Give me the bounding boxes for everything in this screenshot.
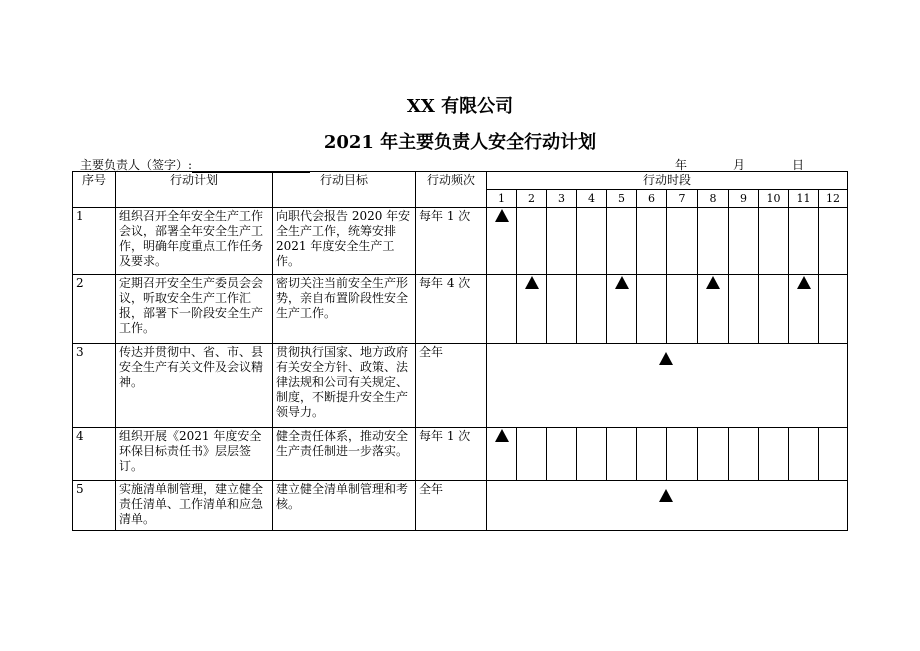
period-cell-month-11 (789, 208, 819, 275)
row-number: 4 (73, 428, 116, 481)
period-cell-month-7 (667, 208, 698, 275)
header-goal: 行动目标 (273, 172, 416, 208)
document-title: 2021 年主要负责人安全行动计划 (323, 132, 597, 153)
month-header: 10 (759, 190, 789, 208)
row-plan: 组织召开全年安全生产工作会议，部署全年安全生产工作，明确年度重点工作任务及要求。 (116, 208, 273, 275)
period-cell-month-9 (729, 428, 759, 481)
row-number: 3 (73, 344, 116, 428)
month-header: 11 (789, 190, 819, 208)
triangle-marker-icon (659, 489, 673, 502)
period-cell-month-2 (517, 208, 547, 275)
row-goal: 健全责任体系，推动安全生产责任制进一步落实。 (273, 428, 416, 481)
period-cell-month-11 (789, 428, 819, 481)
month-header: 2 (517, 190, 547, 208)
header-plan: 行动计划 (116, 172, 273, 208)
period-cell-month-6 (637, 428, 667, 481)
header-frequency: 行动频次 (416, 172, 487, 208)
period-cell-month-3 (547, 208, 577, 275)
period-cell-month-12 (819, 428, 848, 481)
period-cell-month-4 (577, 428, 607, 481)
period-cell-month-9 (729, 275, 759, 344)
period-cell-month-1 (487, 428, 517, 481)
period-cell-month-2 (517, 428, 547, 481)
header-no: 序号 (73, 172, 116, 208)
triangle-marker-icon (797, 276, 811, 289)
period-cell-month-6 (637, 275, 667, 344)
header-period: 行动时段 (487, 172, 848, 190)
triangle-marker-icon (615, 276, 629, 289)
month-header: 1 (487, 190, 517, 208)
period-cell-month-5 (607, 208, 637, 275)
triangle-marker-icon (495, 429, 509, 442)
month-header: 8 (698, 190, 729, 208)
year-label: 年 (675, 158, 688, 172)
period-cell-month-12 (819, 275, 848, 344)
plan-row (73, 428, 848, 481)
month-header: 3 (547, 190, 577, 208)
plan-row (73, 481, 848, 531)
plan-row (73, 275, 848, 344)
period-cell-month-10 (759, 275, 789, 344)
row-frequency: 每年 4 次 (416, 275, 487, 344)
period-cell-month-4 (577, 275, 607, 344)
triangle-marker-icon (495, 209, 509, 222)
period-cell-month-9 (729, 208, 759, 275)
month-label: 月 (733, 158, 746, 172)
period-cell-month-1 (487, 275, 517, 344)
row-goal: 贯彻执行国家、地方政府有关安全方针、政策、法律法规和公司有关规定、制度，不断提升安全生产领导力。 (273, 344, 416, 428)
row-plan: 组织开展《2021 年度安全环保目标责任书》层层签订。 (116, 428, 273, 481)
period-cell-month-12 (819, 208, 848, 275)
period-cell-month-8 (698, 428, 729, 481)
period-cell-month-8 (698, 275, 729, 344)
month-header: 12 (819, 190, 848, 208)
plan-row (73, 344, 848, 428)
row-goal: 密切关注当前安全生产形势，亲自布置阶段性安全生产工作。 (273, 275, 416, 344)
period-cell-month-3 (547, 275, 577, 344)
period-cell-month-7 (667, 428, 698, 481)
period-cell-month-7 (667, 275, 698, 344)
row-plan: 实施清单制管理，建立健全责任清单、工作清单和应急清单。 (116, 481, 273, 531)
period-cell-month-10 (759, 428, 789, 481)
row-frequency: 全年 (416, 344, 487, 428)
period-cell-month-10 (759, 208, 789, 275)
period-cell-month-2 (517, 275, 547, 344)
period-cell-month-3 (547, 428, 577, 481)
period-cell-month-4 (577, 208, 607, 275)
action-plan-table (72, 171, 848, 531)
day-label: 日 (792, 158, 805, 172)
period-cell-month-5 (607, 275, 637, 344)
row-frequency: 每年 1 次 (416, 208, 487, 275)
company-name: XX 有限公司 (406, 96, 514, 117)
period-cell-month-5 (607, 428, 637, 481)
triangle-marker-icon (706, 276, 720, 289)
row-number: 5 (73, 481, 116, 531)
row-plan: 传达并贯彻中、省、市、县安全生产有关文件及会议精神。 (116, 344, 273, 428)
row-goal: 建立健全清单制管理和考核。 (273, 481, 416, 531)
period-cell-month-6 (637, 208, 667, 275)
triangle-marker-icon (525, 276, 539, 289)
signature-label: 主要负责人（签字）: (80, 158, 193, 172)
period-all-year (487, 481, 848, 531)
row-plan: 定期召开安全生产委员会会议，听取安全生产工作汇报，部署下一阶段安全生产工作。 (116, 275, 273, 344)
row-number: 2 (73, 275, 116, 344)
period-all-year (487, 344, 848, 428)
month-header: 9 (729, 190, 759, 208)
triangle-marker-icon (659, 352, 673, 365)
month-header: 4 (577, 190, 607, 208)
period-cell-month-8 (698, 208, 729, 275)
row-number: 1 (73, 208, 116, 275)
month-header: 7 (667, 190, 698, 208)
row-frequency: 每年 1 次 (416, 428, 487, 481)
row-frequency: 全年 (416, 481, 487, 531)
plan-row (73, 208, 848, 275)
row-goal: 向职代会报告 2020 年安全生产工作，统筹安排 2021 年度安全生产工作。 (273, 208, 416, 275)
period-cell-month-11 (789, 275, 819, 344)
period-cell-month-1 (487, 208, 517, 275)
month-header: 6 (637, 190, 667, 208)
month-header: 5 (607, 190, 637, 208)
